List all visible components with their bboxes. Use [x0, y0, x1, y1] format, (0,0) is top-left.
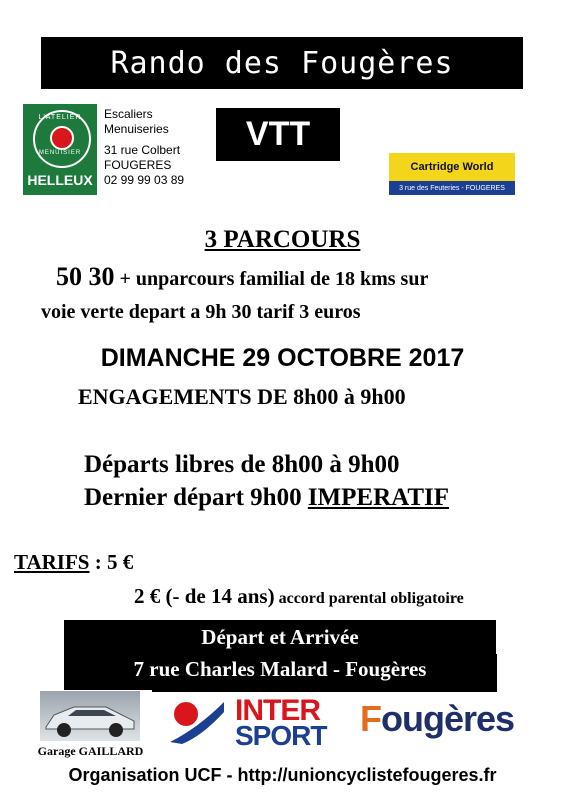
organisation-footer: Organisation UCF - http://unioncyclistefougeres.fr [68, 765, 497, 785]
parcours-line2: voie verte depart a 9h 30 tarif 3 euros [41, 301, 361, 323]
tarifs-adult [14, 550, 133, 575]
tarif-child-price: 2 € (- de 14 ans) [134, 584, 275, 608]
intersport-logo [165, 692, 335, 750]
departs-libres: Départs libres de 8h00 à 9h00 [84, 451, 400, 478]
tarif-child-note: accord parental obligatoire [274, 590, 464, 607]
cartridge-world-logo [389, 153, 515, 195]
fougeres-logo-rest: ougères [381, 698, 515, 739]
logo-top-text: L'ATELIER [38, 114, 82, 121]
car-icon [40, 691, 140, 741]
helleux-logo [23, 104, 97, 195]
tarifs-label: TARIFS [14, 550, 90, 574]
helleux-line5: 02 99 99 03 89 [104, 173, 185, 187]
fougeres-logo [360, 698, 514, 740]
parcours-title: 3 PARCOURS [204, 226, 361, 253]
helleux-line2: Menuiseries [104, 122, 169, 136]
vtt-label: VTT [245, 115, 311, 153]
parcours-distances: 50 30 [56, 262, 115, 291]
vtt-banner [216, 108, 340, 161]
logo-brand-text: HELLEUX [27, 172, 93, 188]
location-heading: Départ et Arrivée [201, 625, 359, 649]
dernier-depart [84, 484, 449, 512]
dernier-depart-text: Dernier départ 9h00 [84, 484, 308, 511]
fougeres-logo-f: F [360, 698, 381, 739]
event-title: Rando des Fougères [110, 45, 454, 81]
intersport-inter: INTER [235, 694, 320, 727]
helleux-line3: 31 rue Colbert [104, 143, 181, 157]
tarif-adult-price: : 5 € [89, 550, 134, 574]
cartridge-address: 3 rue des Feuteries - FOUGERES [389, 181, 515, 195]
event-date: DIMANCHE 29 OCTOBRE 2017 [100, 344, 465, 372]
helleux-contact [104, 107, 184, 188]
cartridge-name: Cartridge World [410, 161, 494, 173]
tarifs-child [134, 584, 464, 609]
helleux-line4: FOUGERES [104, 158, 172, 172]
event-title-banner [41, 37, 523, 89]
parcours-line1 [56, 262, 428, 292]
logo-emblem-icon [50, 126, 74, 150]
car-photo [40, 691, 140, 741]
intersport-emblem-icon [168, 698, 226, 744]
parcours-line1-rest: + unparcours familial de 18 kms sur [119, 268, 429, 290]
helleux-line1: Escaliers [104, 107, 153, 121]
location-address: 7 rue Charles Malard - Fougères [133, 657, 427, 681]
garage-label: Garage GAILLARD [37, 744, 144, 758]
logo-bottom-text: MENUISIER [38, 150, 82, 156]
imperatif-text: IMPERATIF [307, 484, 450, 511]
engagements-hours: ENGAGEMENTS DE 8h00 à 9h00 [78, 384, 406, 409]
intersport-sport: SPORT [235, 720, 327, 751]
